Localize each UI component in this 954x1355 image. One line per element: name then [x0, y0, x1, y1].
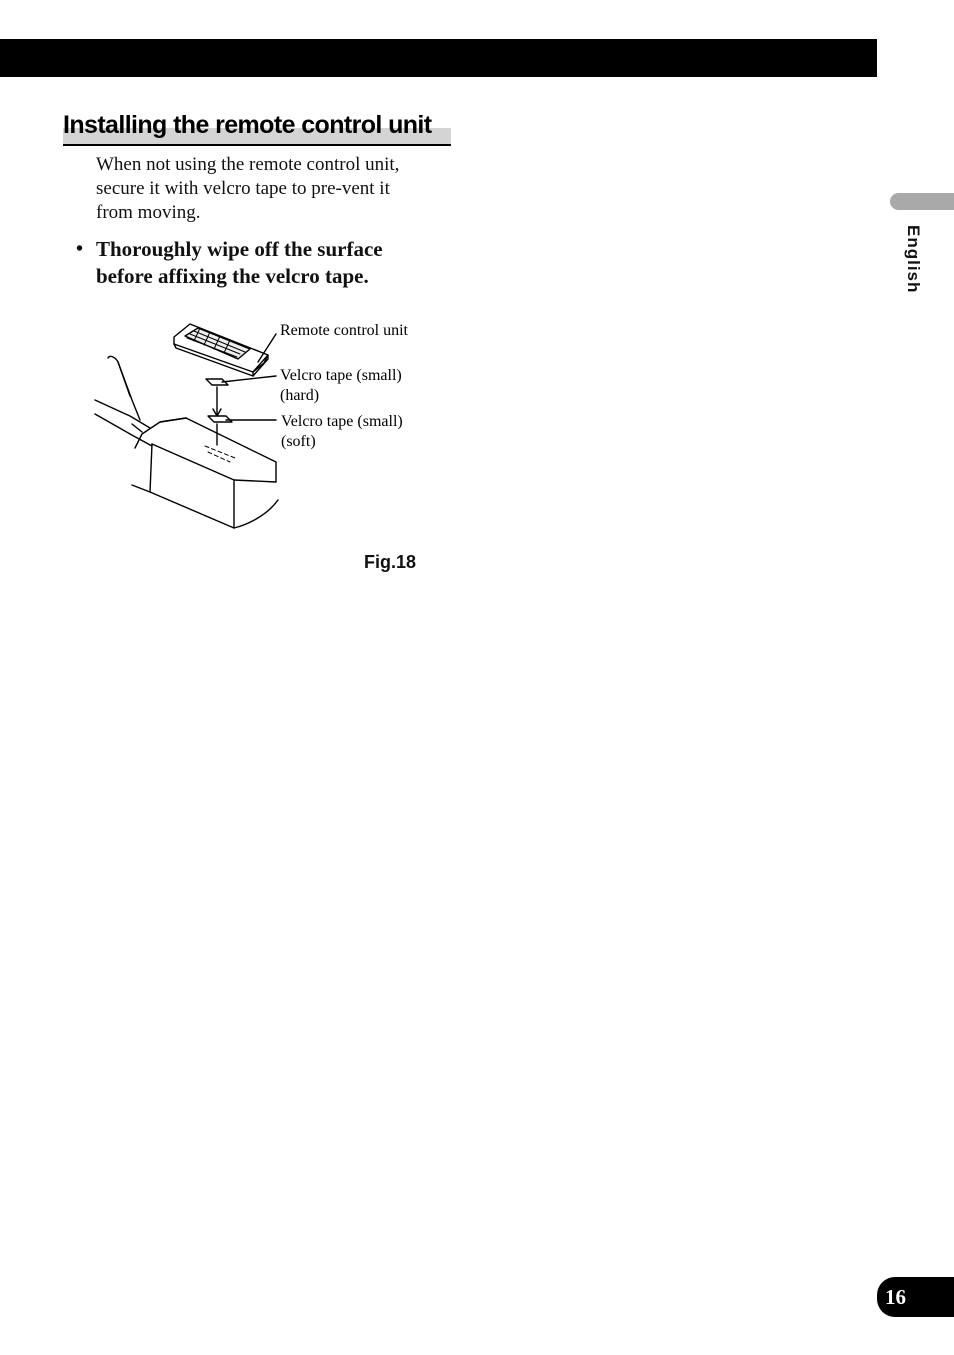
section-title: Installing the remote control unit — [63, 111, 432, 139]
callout-velcro-soft: Velcro tape (small) (soft) — [281, 413, 403, 450]
bullet-text: Thoroughly wipe off the surface before affixing the velcro tape. — [96, 237, 383, 288]
header-bar — [0, 39, 877, 77]
bullet-mark: • — [76, 238, 84, 260]
language-tab — [890, 193, 954, 210]
page-number: 16 — [877, 1277, 954, 1317]
callout-remote-control-unit: Remote control unit — [280, 322, 408, 339]
intro-text: When not using the remote control unit, secure it with velcro tape to pre-vent it from moving. — [96, 154, 400, 223]
soft-tape-drawing — [208, 416, 232, 422]
callout-velcro-hard: Velcro tape (small) (hard) — [280, 367, 402, 404]
section-heading — [63, 110, 451, 146]
intro-paragraph — [96, 153, 416, 225]
figure-remote-install — [90, 310, 440, 535]
figure-caption: Fig.18 — [364, 552, 417, 572]
remote-control-drawing — [174, 324, 268, 376]
console-drawing — [95, 356, 278, 528]
language-label: English — [904, 225, 923, 294]
